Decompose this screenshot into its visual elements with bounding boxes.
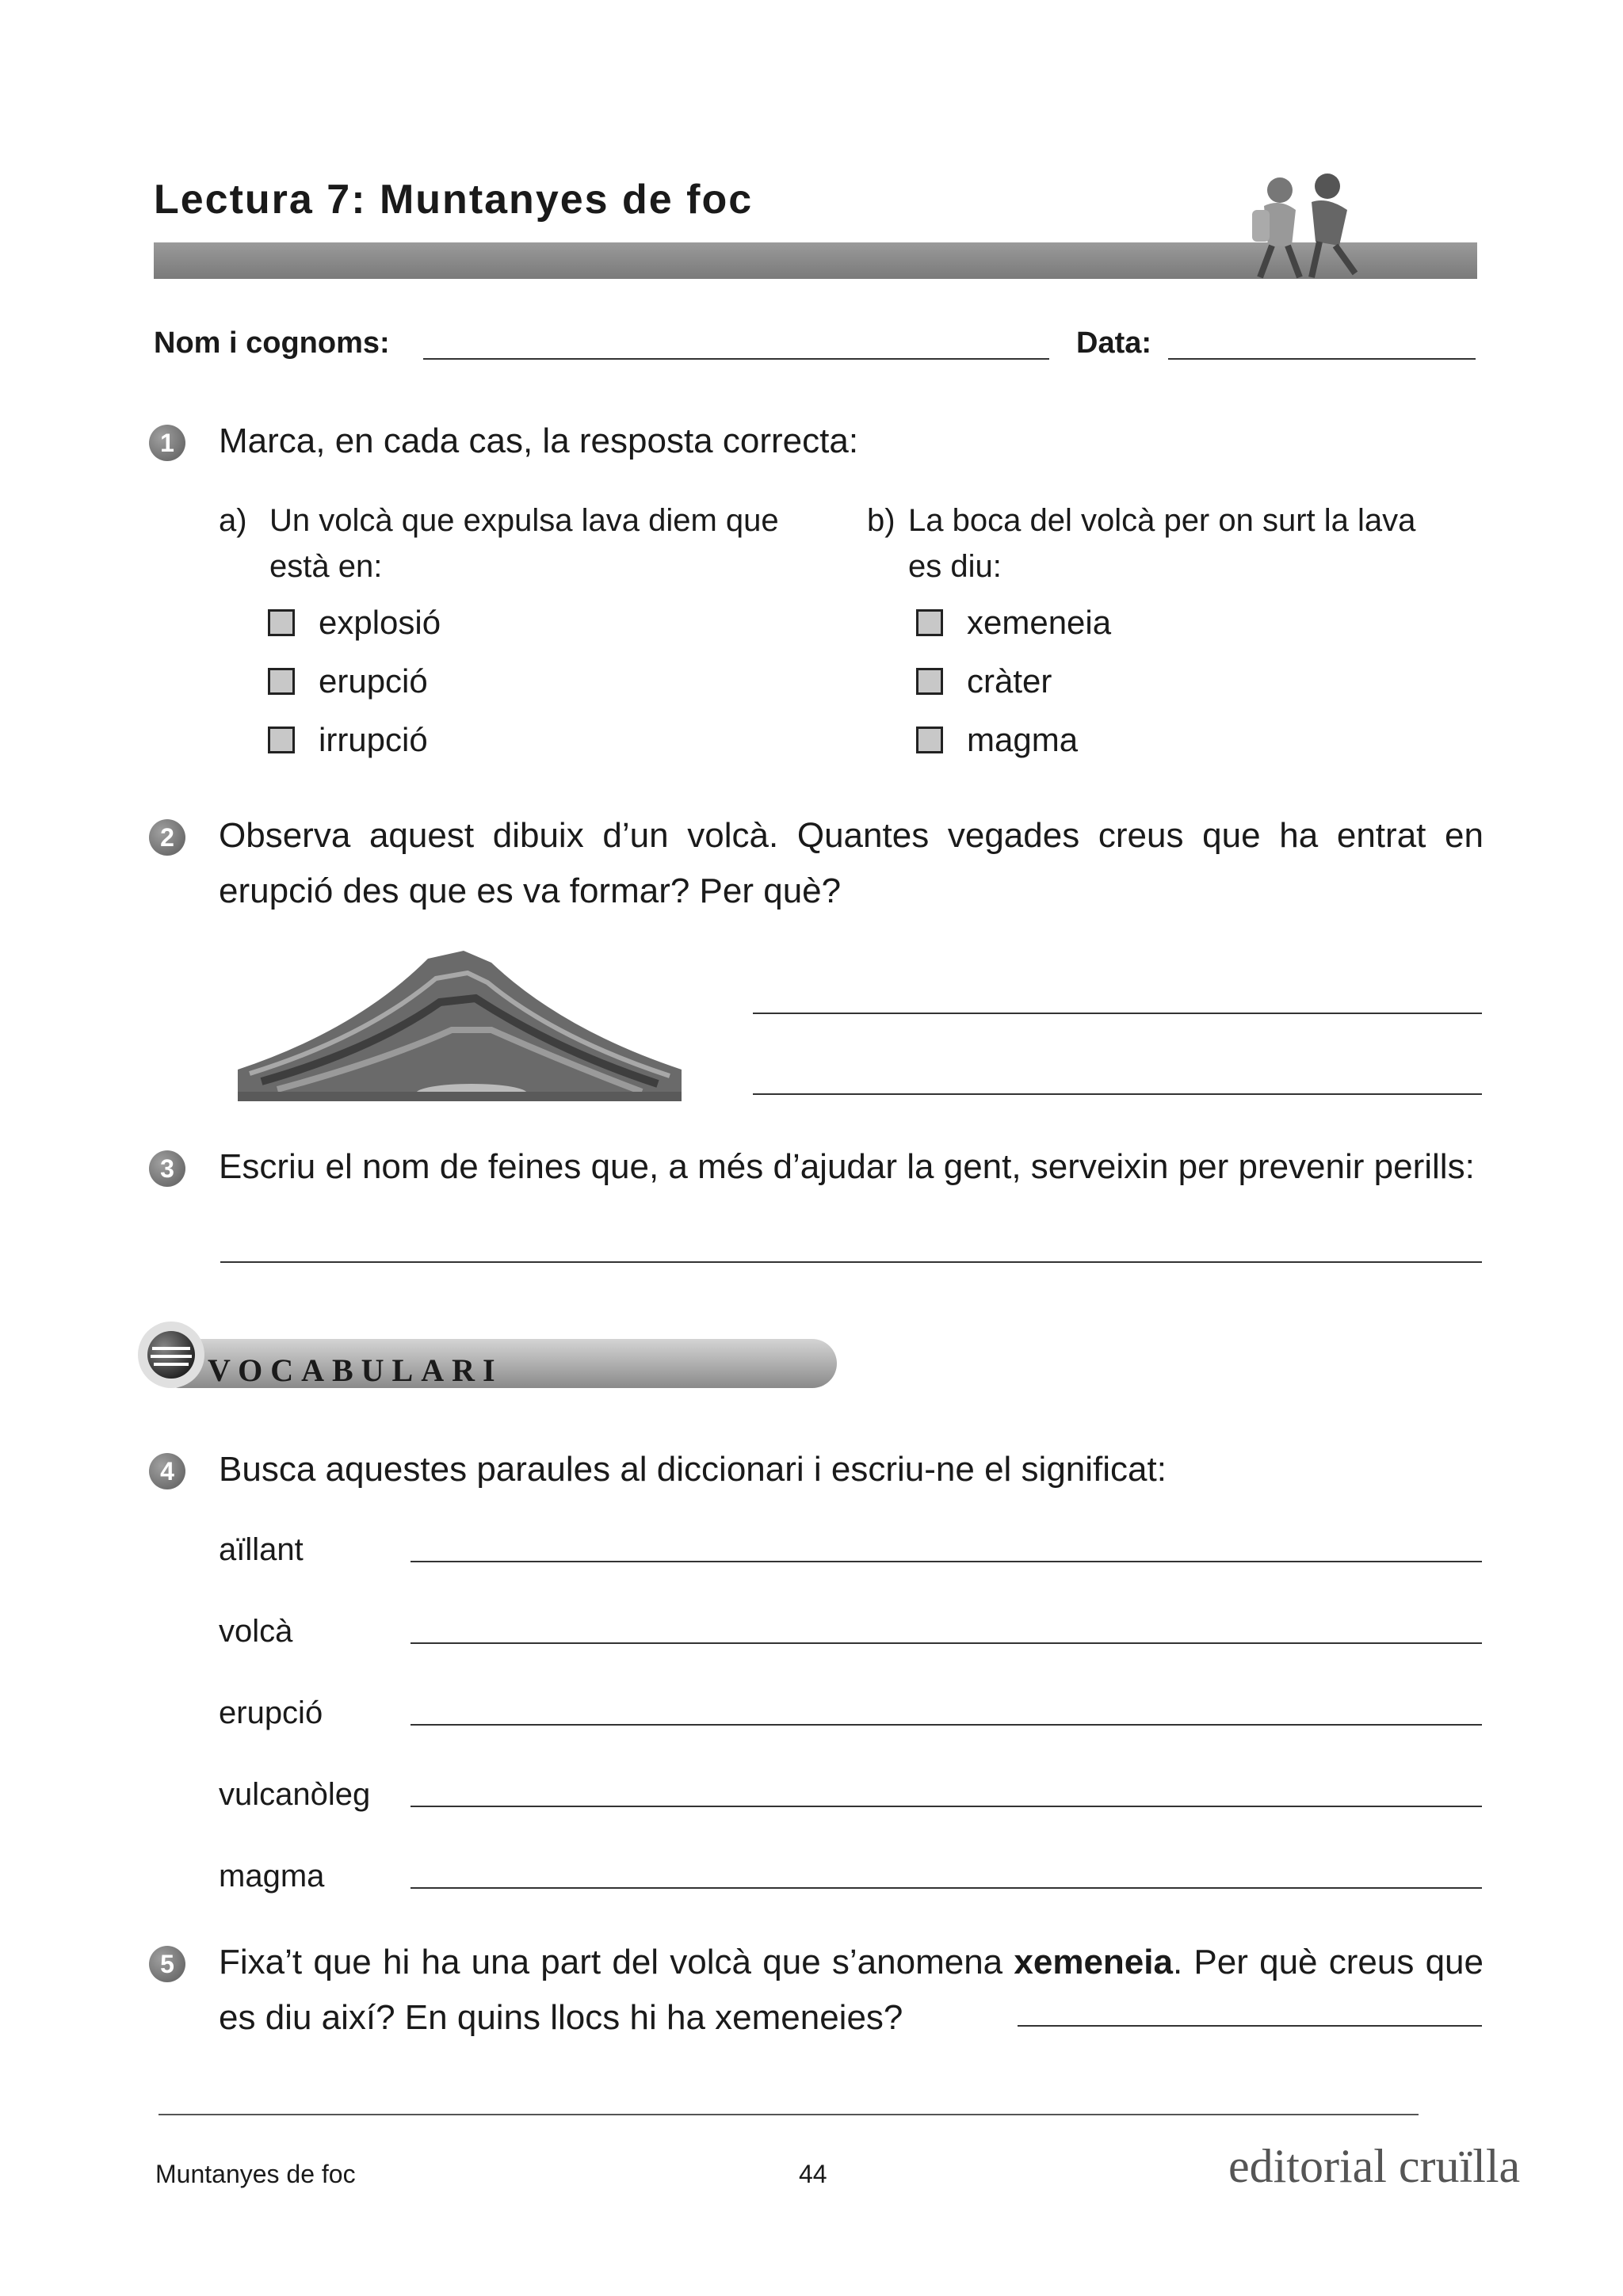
footer-title: Muntanyes de foc [155, 2160, 356, 2188]
question-1-number: 1 [149, 425, 185, 461]
vocab-line-3[interactable] [411, 1724, 1482, 1726]
checkbox[interactable] [916, 668, 943, 695]
q1a-option-3[interactable]: irrupció [268, 721, 428, 759]
question-1-text: Marca, en cada cas, la resposta correcta: [219, 421, 859, 460]
question-3-number: 3 [149, 1150, 185, 1187]
question-2-text: Observa aquest dibuix d’un volcà. Quantes vegades creus que ha entrat en erupció des que es va formar? Per què? [219, 816, 1484, 910]
checkbox[interactable] [268, 668, 295, 695]
name-label: Nom i cognoms: [154, 326, 390, 360]
q1b-option-3[interactable]: magma [916, 721, 1078, 759]
hikers-illustration [1236, 166, 1371, 285]
q1b-text-line1: La boca del volcà per on surt la lava [908, 503, 1416, 538]
vocab-word-5: magma [219, 1859, 325, 1894]
vocab-word-2: volcà [219, 1614, 293, 1649]
vocabulari-title: VOCABULARI [208, 1352, 503, 1388]
page-title: Lectura 7: Muntanyes de foc [154, 177, 754, 223]
question-4-text: Busca aquestes paraules al diccionari i escriu-ne el significat: [219, 1450, 1167, 1489]
checkbox[interactable] [268, 727, 295, 753]
vocab-word-4: vulcanòleg [219, 1777, 371, 1812]
checkbox[interactable] [268, 609, 295, 636]
q1b-option-1[interactable]: xemeneia [916, 604, 1111, 642]
checkbox[interactable] [916, 727, 943, 753]
vocab-line-5[interactable] [411, 1887, 1482, 1889]
checkbox[interactable] [916, 609, 943, 636]
q3-answer-line[interactable] [220, 1261, 1482, 1263]
vocab-line-1[interactable] [411, 1561, 1482, 1562]
page-number: 44 [799, 2160, 827, 2188]
question-5-text: Fixa’t que hi ha una part del volcà que s’anomena xemeneia. Per què creus que es diu així? En quins llocs hi ha xemeneies? [219, 1943, 1484, 2037]
name-field-line[interactable] [423, 358, 1049, 360]
q1b-option-2[interactable]: cràter [916, 662, 1052, 700]
question-5-number: 5 [149, 1946, 185, 1982]
vocab-line-2[interactable] [411, 1642, 1482, 1644]
bold-term: xemeneia [1014, 1943, 1173, 1981]
vocab-word-3: erupció [219, 1695, 323, 1730]
publisher-logo: editorial cruïlla [1228, 2140, 1521, 2192]
question-4-number: 4 [149, 1453, 185, 1489]
date-label: Data: [1076, 326, 1152, 360]
footer-divider [158, 2114, 1419, 2115]
q1b-label: b) [867, 503, 896, 538]
question-3-text: Escriu el nom de feines que, a més d’ajudar la gent, serveixin per prevenir perills: [219, 1147, 1475, 1186]
date-field-line[interactable] [1168, 358, 1476, 360]
vocab-word-1: aïllant [219, 1532, 304, 1567]
q2-answer-line-1[interactable] [753, 1013, 1482, 1014]
q1a-text-line1: Un volcà que expulsa lava diem que [269, 503, 779, 538]
vocab-line-4[interactable] [411, 1806, 1482, 1807]
q1b-text-line2: es diu: [908, 549, 1002, 584]
q5-answer-line[interactable] [1018, 2025, 1482, 2027]
q1a-text-line2: està en: [269, 549, 383, 584]
q2-answer-line-2[interactable] [753, 1093, 1482, 1095]
question-2-number: 2 [149, 819, 185, 856]
q1a-option-2[interactable]: erupció [268, 662, 428, 700]
volcano-illustration [238, 943, 682, 1101]
q1a-label: a) [219, 503, 247, 538]
q1a-option-1[interactable]: explosió [268, 604, 441, 642]
